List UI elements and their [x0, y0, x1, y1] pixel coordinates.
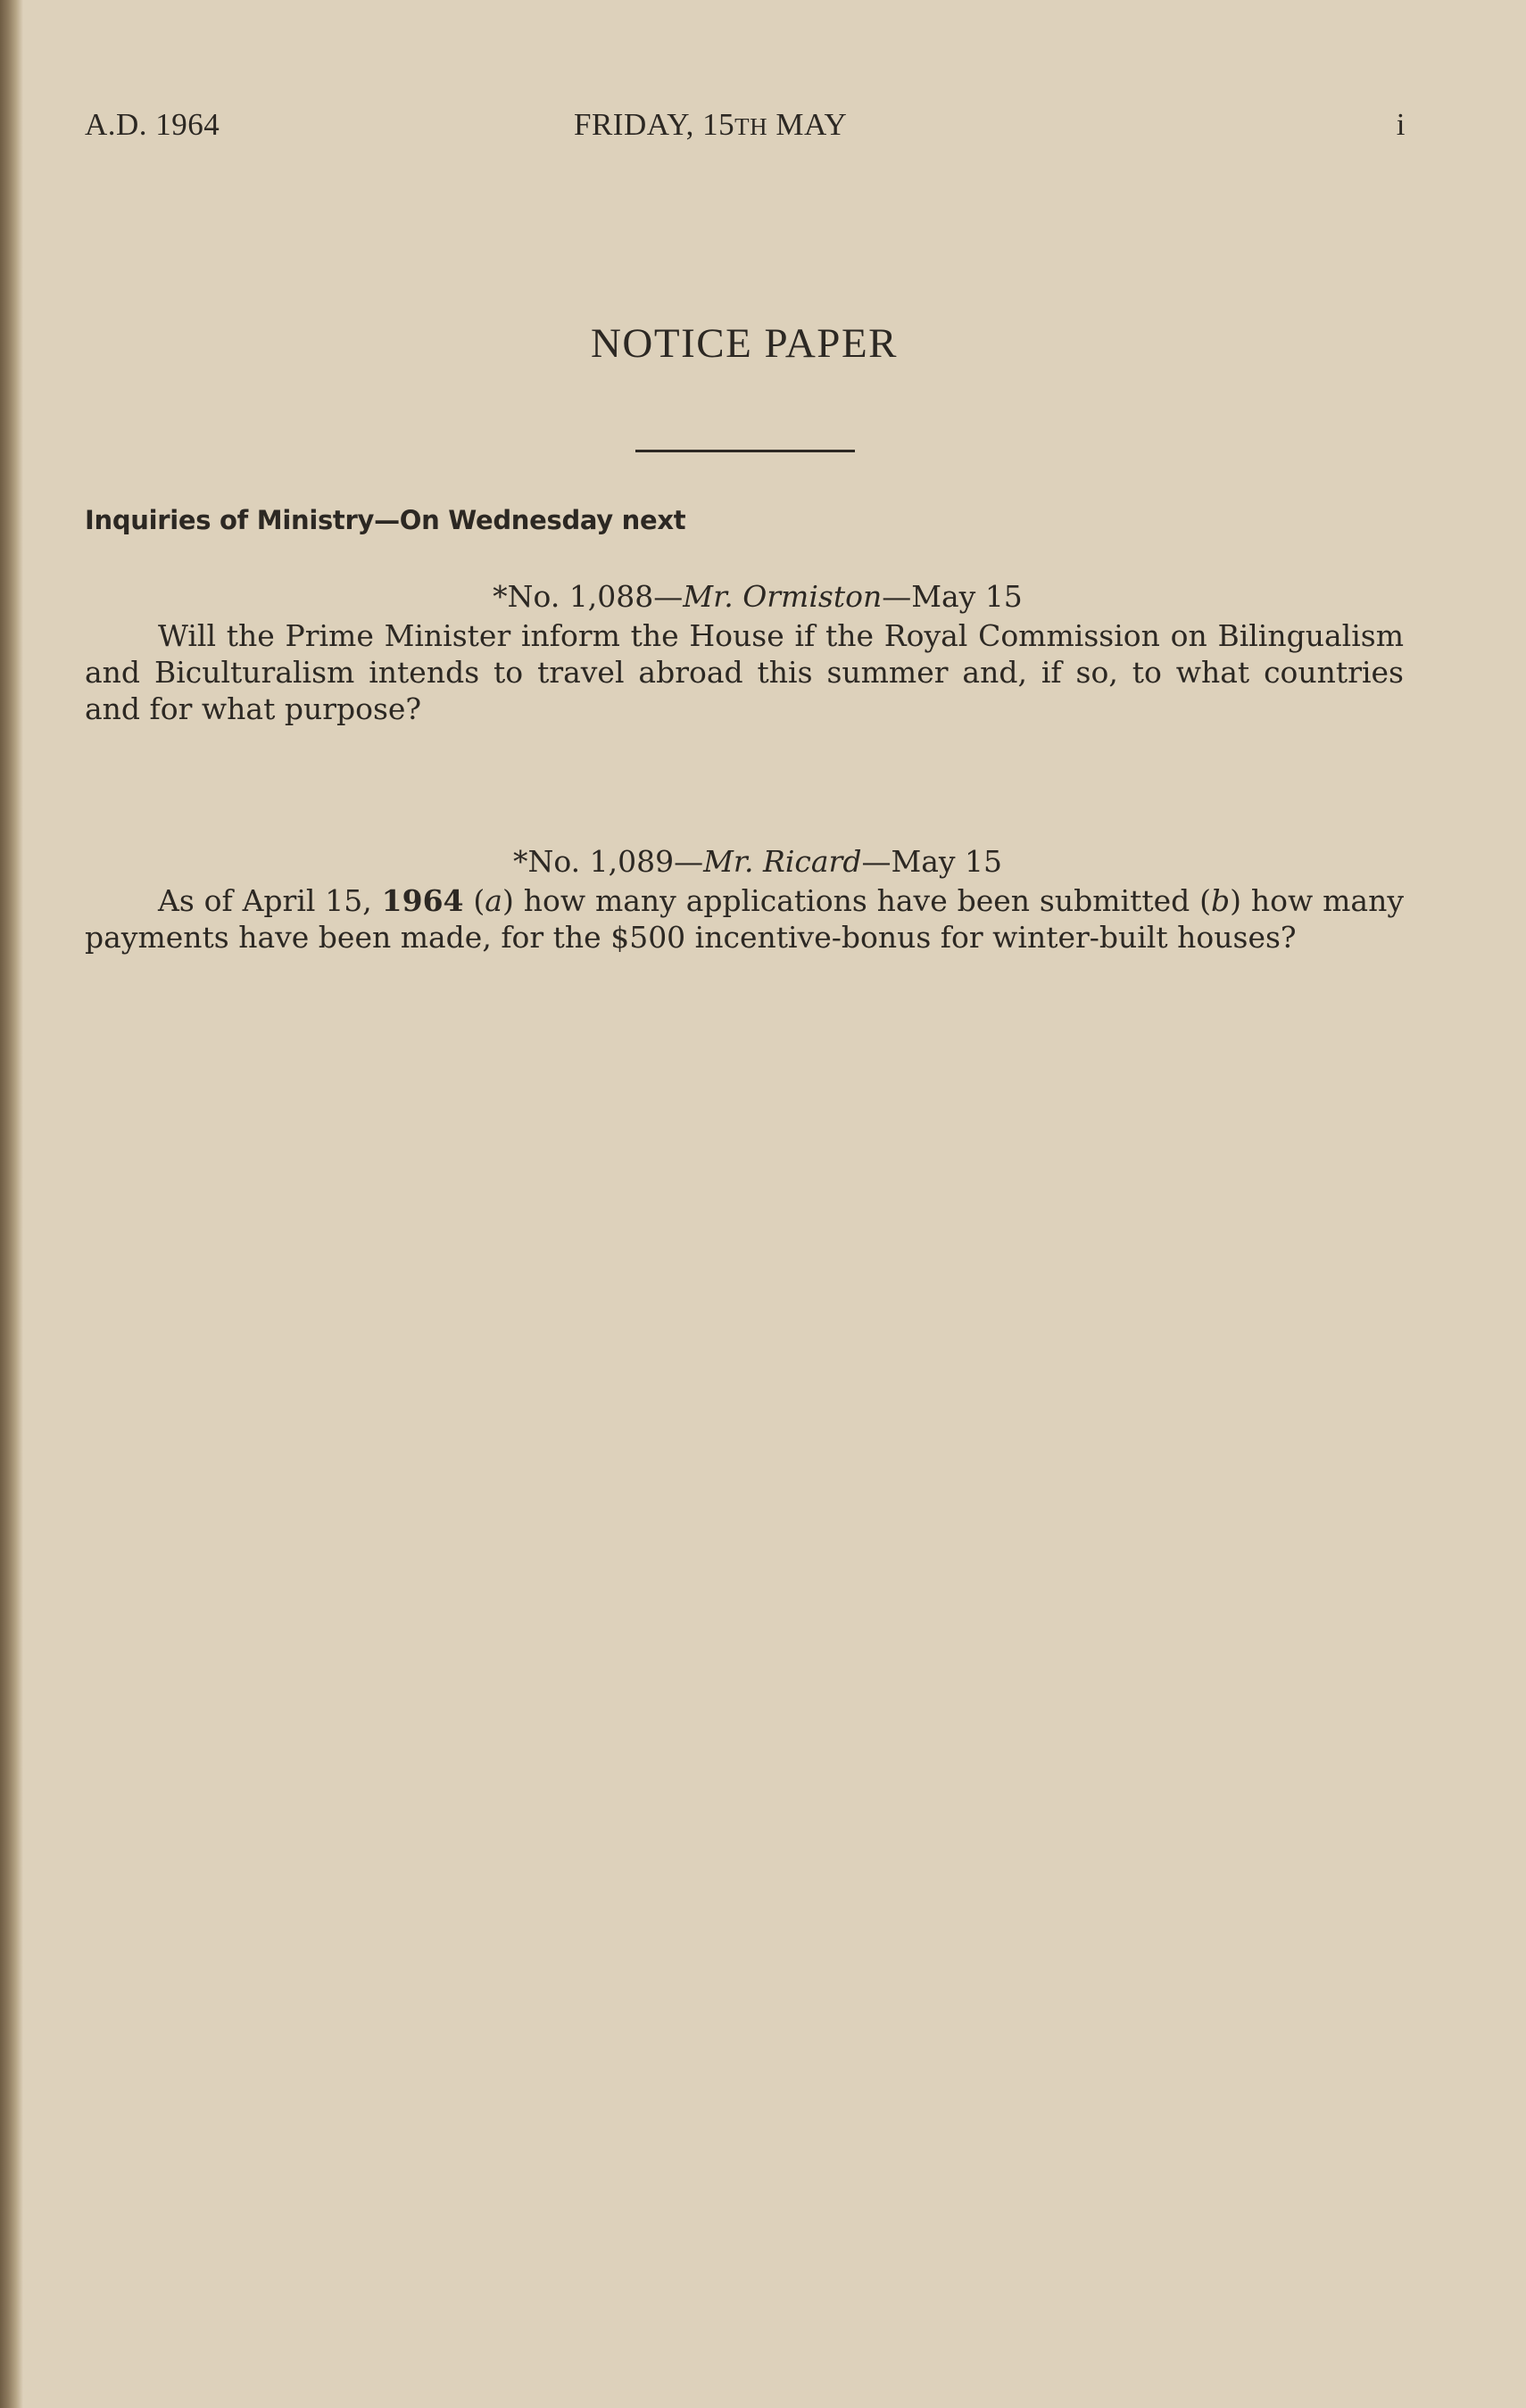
question-text: Will the Prime Minister inform the House if the Royal Commission on Bilingualism and Biculturalism intends to travel abroad this summer and, if so, to what countries and for what purpose?: [85, 618, 1404, 726]
question-heading: [85, 578, 1404, 616]
header-year: A.D. 1964: [85, 107, 220, 142]
question-date: —May 15: [882, 579, 1023, 614]
question-text-part: ) how many applications have been submitted (: [502, 883, 1211, 918]
question-text: [85, 882, 1404, 956]
page-title: NOTICE PAPER: [590, 320, 899, 367]
header-date: [574, 107, 847, 143]
question-text-part: As of April 15,: [158, 883, 382, 918]
question-number: *No. 1,088—: [493, 579, 684, 614]
question-date: —May 15: [861, 844, 1003, 879]
question-number: *No. 1,089—: [512, 844, 704, 879]
question-text-part: (: [463, 883, 485, 918]
question-text-year: 1964: [381, 883, 464, 918]
question-heading: [85, 843, 1404, 881]
page-number: i: [1396, 107, 1406, 142]
question-1089: [85, 843, 1404, 956]
question-text-item-a: a: [485, 883, 502, 918]
question-member: Mr. Ormiston: [683, 579, 883, 614]
question-1088: [85, 578, 1404, 727]
running-header: [85, 107, 1406, 152]
header-day-suffix: TH: [734, 113, 768, 140]
header-day: FRIDAY, 15: [574, 107, 735, 142]
section-heading: Inquiries of Ministry—On Wednesday next: [85, 505, 686, 535]
title-rule: [635, 450, 855, 452]
question-text-item-b: b: [1211, 883, 1231, 918]
question-text-part: ) how many payments have been made, for the $500 incentive-bonus for winter-built houses?: [85, 883, 1404, 955]
header-month: MAY: [767, 107, 848, 142]
question-member: Mr. Ricard: [703, 844, 862, 879]
